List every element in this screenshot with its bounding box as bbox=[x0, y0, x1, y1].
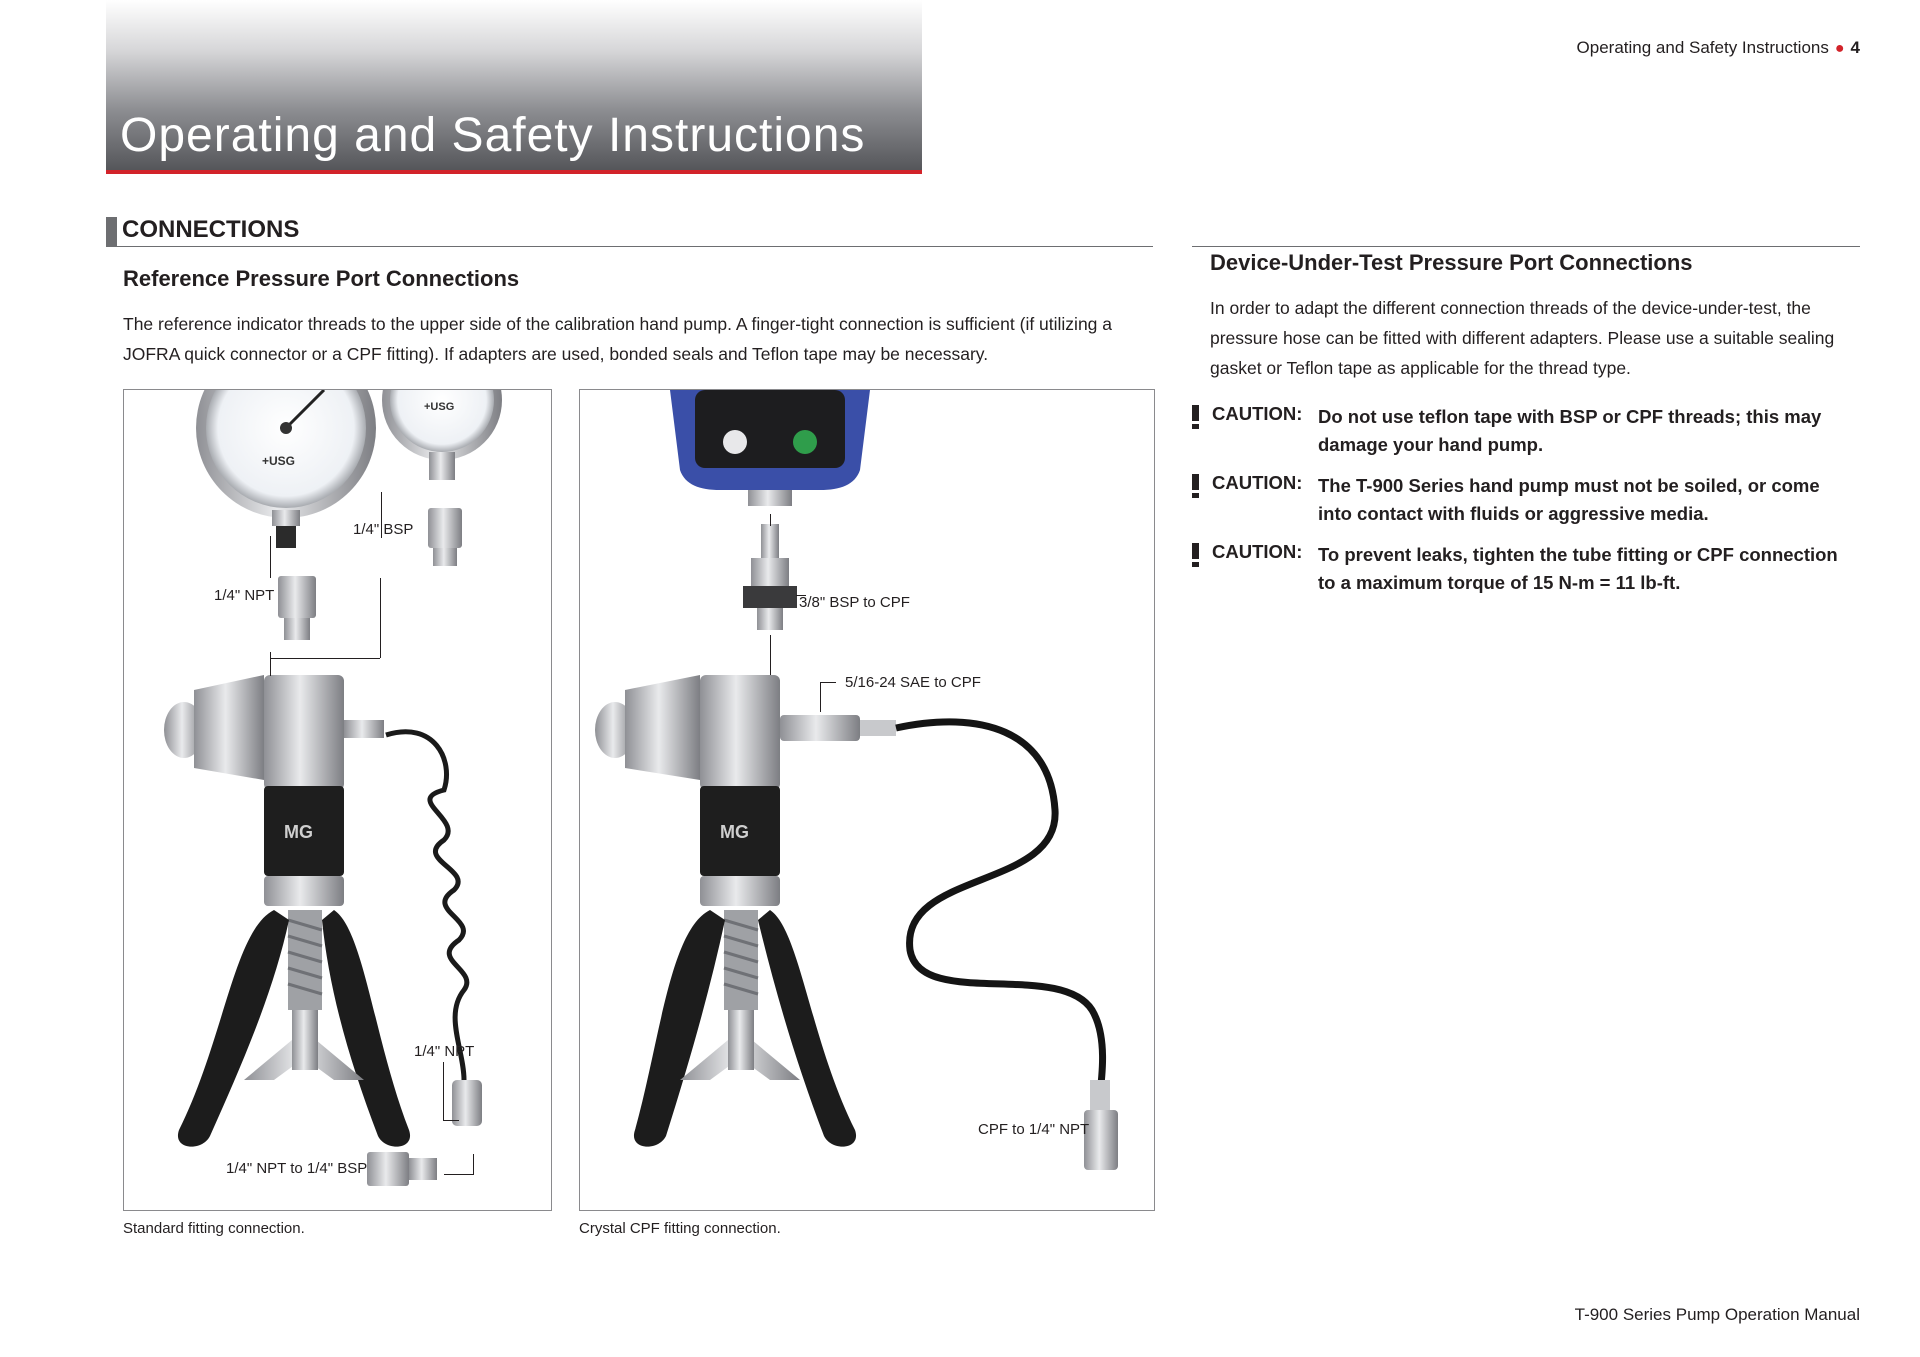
caution-label: CAUTION: bbox=[1212, 403, 1303, 424]
footer-manual-title: T-900 Series Pump Operation Manual bbox=[1574, 1305, 1860, 1324]
crystal-pump-illustration bbox=[580, 390, 1154, 1210]
section-marker bbox=[106, 217, 117, 247]
leader-line bbox=[444, 1174, 474, 1175]
svg-text:MG: MG bbox=[720, 822, 749, 842]
section-rule-left bbox=[106, 246, 1153, 247]
label-bsp: 1/4" BSP bbox=[353, 521, 414, 538]
label-sae-to-cpf: 5/16-24 SAE to CPF bbox=[845, 674, 981, 691]
page-number: 4 bbox=[1850, 38, 1860, 57]
leader-line bbox=[820, 682, 836, 683]
dut-port-body: In order to adapt the different connection threads of the device-under-test, the pressure hose can be fitted with different adapters. Please use a suitable sealing gasket or Teflon tape as applicable for the thread type. bbox=[1210, 298, 1835, 378]
svg-text:+USG: +USG bbox=[262, 454, 296, 468]
caution-text: Do not use teflon tape with BSP or CPF threads; this may damage your hand pump. bbox=[1318, 406, 1822, 455]
caution-label: CAUTION: bbox=[1212, 541, 1303, 562]
label-npt-bottom: 1/4" NPT bbox=[414, 1043, 475, 1060]
caution-text: To prevent leaks, tighten the tube fitting or CPF connection to a maximum torque of 15 N-m = 11 lb-ft. bbox=[1318, 544, 1838, 593]
running-header bbox=[1577, 38, 1860, 58]
standard-fitting-caption: Standard fitting connection. bbox=[123, 1220, 305, 1237]
label-cpf-to-npt: CPF to 1/4" NPT bbox=[978, 1121, 1090, 1138]
caution-item bbox=[1192, 541, 1838, 597]
leader-line bbox=[820, 682, 821, 712]
label-npt-top: 1/4" NPT bbox=[214, 587, 275, 604]
exclamation-icon bbox=[1192, 474, 1199, 498]
exclamation-icon bbox=[1192, 405, 1199, 429]
reference-port-heading: Reference Pressure Port Connections bbox=[123, 266, 520, 291]
banner-title: Operating and Safety Instructions bbox=[120, 109, 866, 162]
leader-line bbox=[443, 1062, 444, 1120]
label-npt-to-bsp: 1/4" NPT to 1/4" BSP bbox=[226, 1160, 368, 1177]
crystal-cpf-figure bbox=[579, 389, 1155, 1211]
leader-line bbox=[380, 578, 381, 658]
svg-text:MG: MG bbox=[284, 822, 313, 842]
caution-item bbox=[1192, 472, 1832, 528]
crystal-cpf-caption: Crystal CPF fitting connection. bbox=[579, 1220, 781, 1237]
running-title: Operating and Safety Instructions bbox=[1576, 38, 1829, 57]
exclamation-icon bbox=[1192, 543, 1199, 567]
dut-port-heading: Device-Under-Test Pressure Port Connections bbox=[1210, 250, 1693, 275]
leader-line bbox=[270, 536, 271, 578]
leader-line bbox=[770, 635, 771, 675]
standard-fitting-figure bbox=[123, 389, 552, 1211]
section-rule-right bbox=[1192, 246, 1860, 247]
reference-port-body: The reference indicator threads to the upper side of the calibration hand pump. A finger-tight connection is sufficient (if utilizing a JOFRA quick connector or a CPF fitting). If adapters are used, bonded seals and Teflon tape may be necessary. bbox=[123, 314, 1113, 364]
header-red-rule bbox=[106, 170, 922, 174]
leader-line bbox=[473, 1154, 474, 1175]
caution-label: CAUTION: bbox=[1212, 472, 1303, 493]
bullet-icon: ● bbox=[1834, 40, 1845, 57]
leader-line bbox=[770, 514, 771, 526]
leader-line bbox=[270, 652, 271, 676]
label-bsp-to-cpf: 3/8" BSP to CPF bbox=[799, 594, 910, 611]
leader-line bbox=[270, 658, 380, 659]
svg-text:+USG: +USG bbox=[424, 401, 455, 413]
leader-line bbox=[443, 1120, 459, 1121]
section-title: CONNECTIONS bbox=[122, 216, 300, 243]
caution-text: The T-900 Series hand pump must not be soiled, or come into contact with fluids or aggressive media. bbox=[1318, 475, 1820, 524]
caution-item bbox=[1192, 403, 1832, 459]
standard-pump-illustration bbox=[124, 390, 551, 1210]
